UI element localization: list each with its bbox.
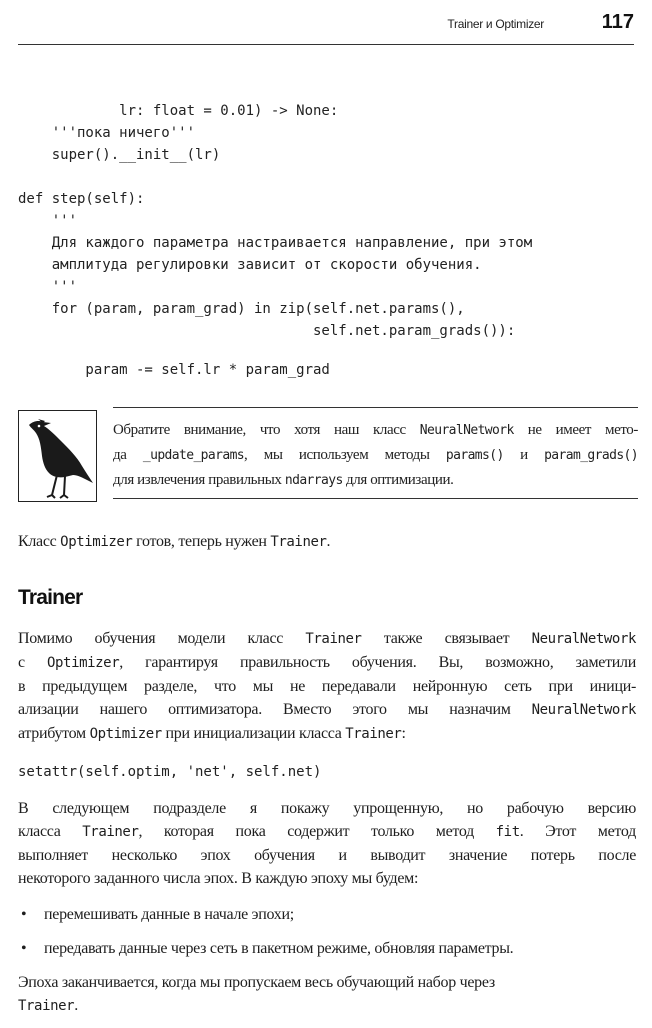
section-title: Trainer: [18, 586, 83, 609]
page-number: 117: [601, 11, 634, 33]
note-box: [18, 407, 638, 505]
crow-icon: [18, 410, 97, 502]
bullet-marker: •: [21, 940, 27, 957]
running-title: Trainer и Optimizer: [447, 17, 544, 31]
paragraph-epoch-end: Эпоха заканчивается, когда мы пропускаем весь обучающий набор через Trainer.: [18, 974, 495, 1014]
code-setattr: setattr(self.optim, 'net', self.net): [18, 764, 322, 780]
code-block-param-update: param -= self.lr * param_grad: [18, 362, 330, 378]
paragraph-optimizer-ready: Класс Optimizer готов, теперь нужен Trainer.: [18, 533, 331, 550]
paragraph-trainer-fit: В следующем подразделе я покажу упрощенную, но рабочую версию класса Trainer, которая пока содержит только метод fit. Этот метод выполняет несколько эпох обучения и выводит значение потерь после некоторого заданного числа эпох. В каждую эпоху мы будем:: [18, 800, 636, 887]
note-text: Обратите внимание, что хотя наш класс NeuralNetwork не имеет мето- да _update_params, мы используем методы params() и param_grads() для извлечения правильных ndarrays для оптимизации.: [113, 407, 638, 499]
page-header: [18, 0, 634, 45]
bullet-marker: •: [21, 906, 27, 923]
code-block: lr: float = 0.01) -> None: '''пока ничего''' super().__init__(lr) def step(self): ''' Для каждого параметра настраивается направление, при этом амплитуда регулировки зависит от скорости обучения. ''' for (param, param_grad) in zip(self.net.params(), self.net.param_grads()):: [18, 103, 533, 339]
paragraph-trainer-intro: Помимо обучения модели класс Trainer также связывает NeuralNetwork с Optimizer, гарантируя правильность обучения. Вы, возможно, заметили в предыдущем разделе, что мы не передавали нейронную сеть при иници- ализации нашего оптимизатора. Вместо этого мы назначим NeuralNetwork атрибутом Optimizer при инициализации класса Trainer:: [18, 630, 636, 742]
